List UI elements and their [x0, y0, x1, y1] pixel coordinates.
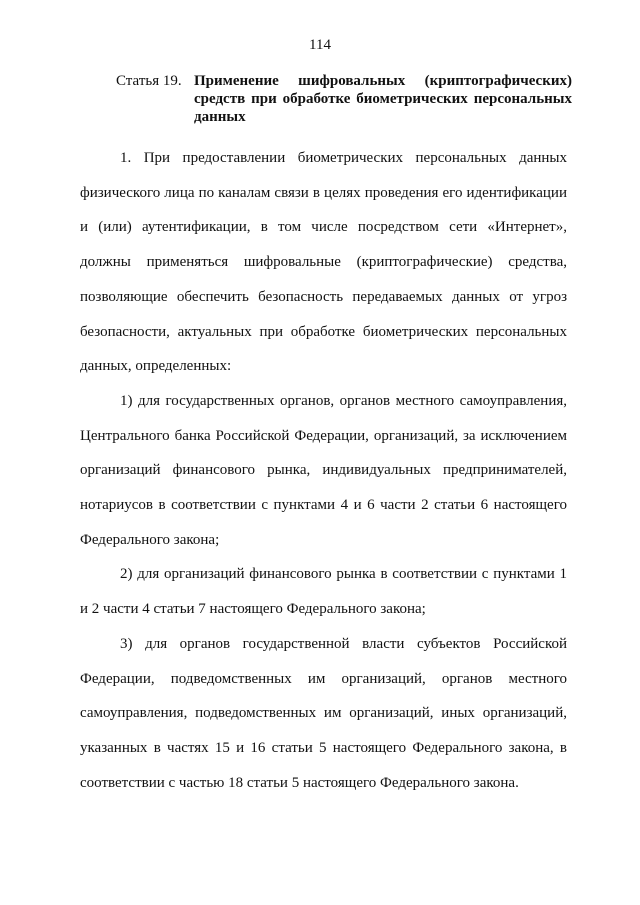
article-label: Статья 19. — [116, 73, 182, 89]
paragraph-item-2: 2) для организаций финансового рынка в соответствии с пунктами 1 и 2 части 4 статьи 7 настоящего Федерального закона; — [80, 566, 567, 618]
paragraph-1: 1. При предоставлении биометрических персональных данных физического лица по каналам связи в целях проведения его идентификации и (или) аутентификации, в том числе посредством сети «Интернет», должны применяться шифровальные (криптографические) средства, позволяющие обеспечить безопасность передаваемых данных от угроз безопасности, актуальных при обработке биометрических персональных данных, определенных: — [80, 150, 567, 375]
article-title: Применение шифровальных (криптографических) средств при обработке биометрических персональных данных — [194, 73, 572, 125]
article-body — [80, 141, 567, 800]
paragraph-item-3: 3) для органов государственной власти субъектов Российской Федерации, подведомственных им организаций, органов местного самоуправления, подведомственных им организаций, иных организаций, указанных в частях 15 и 16 статьи 5 настоящего Федерального закона, в соответствии с частью 18 статьи 5 настоящего Федерального закона. — [80, 635, 567, 791]
paragraph-item-1: 1) для государственных органов, органов местного самоуправления, Центрального банка Российской Федерации, организаций, за исключением организаций финансового рынка, индивидуальных предпринимателей, нотариусов в соответствии с пунктами 4 и 6 части 2 статьи 6 настоящего Федерального закона; — [80, 392, 567, 548]
article-heading — [116, 72, 572, 126]
page-number: 114 — [309, 37, 331, 53]
